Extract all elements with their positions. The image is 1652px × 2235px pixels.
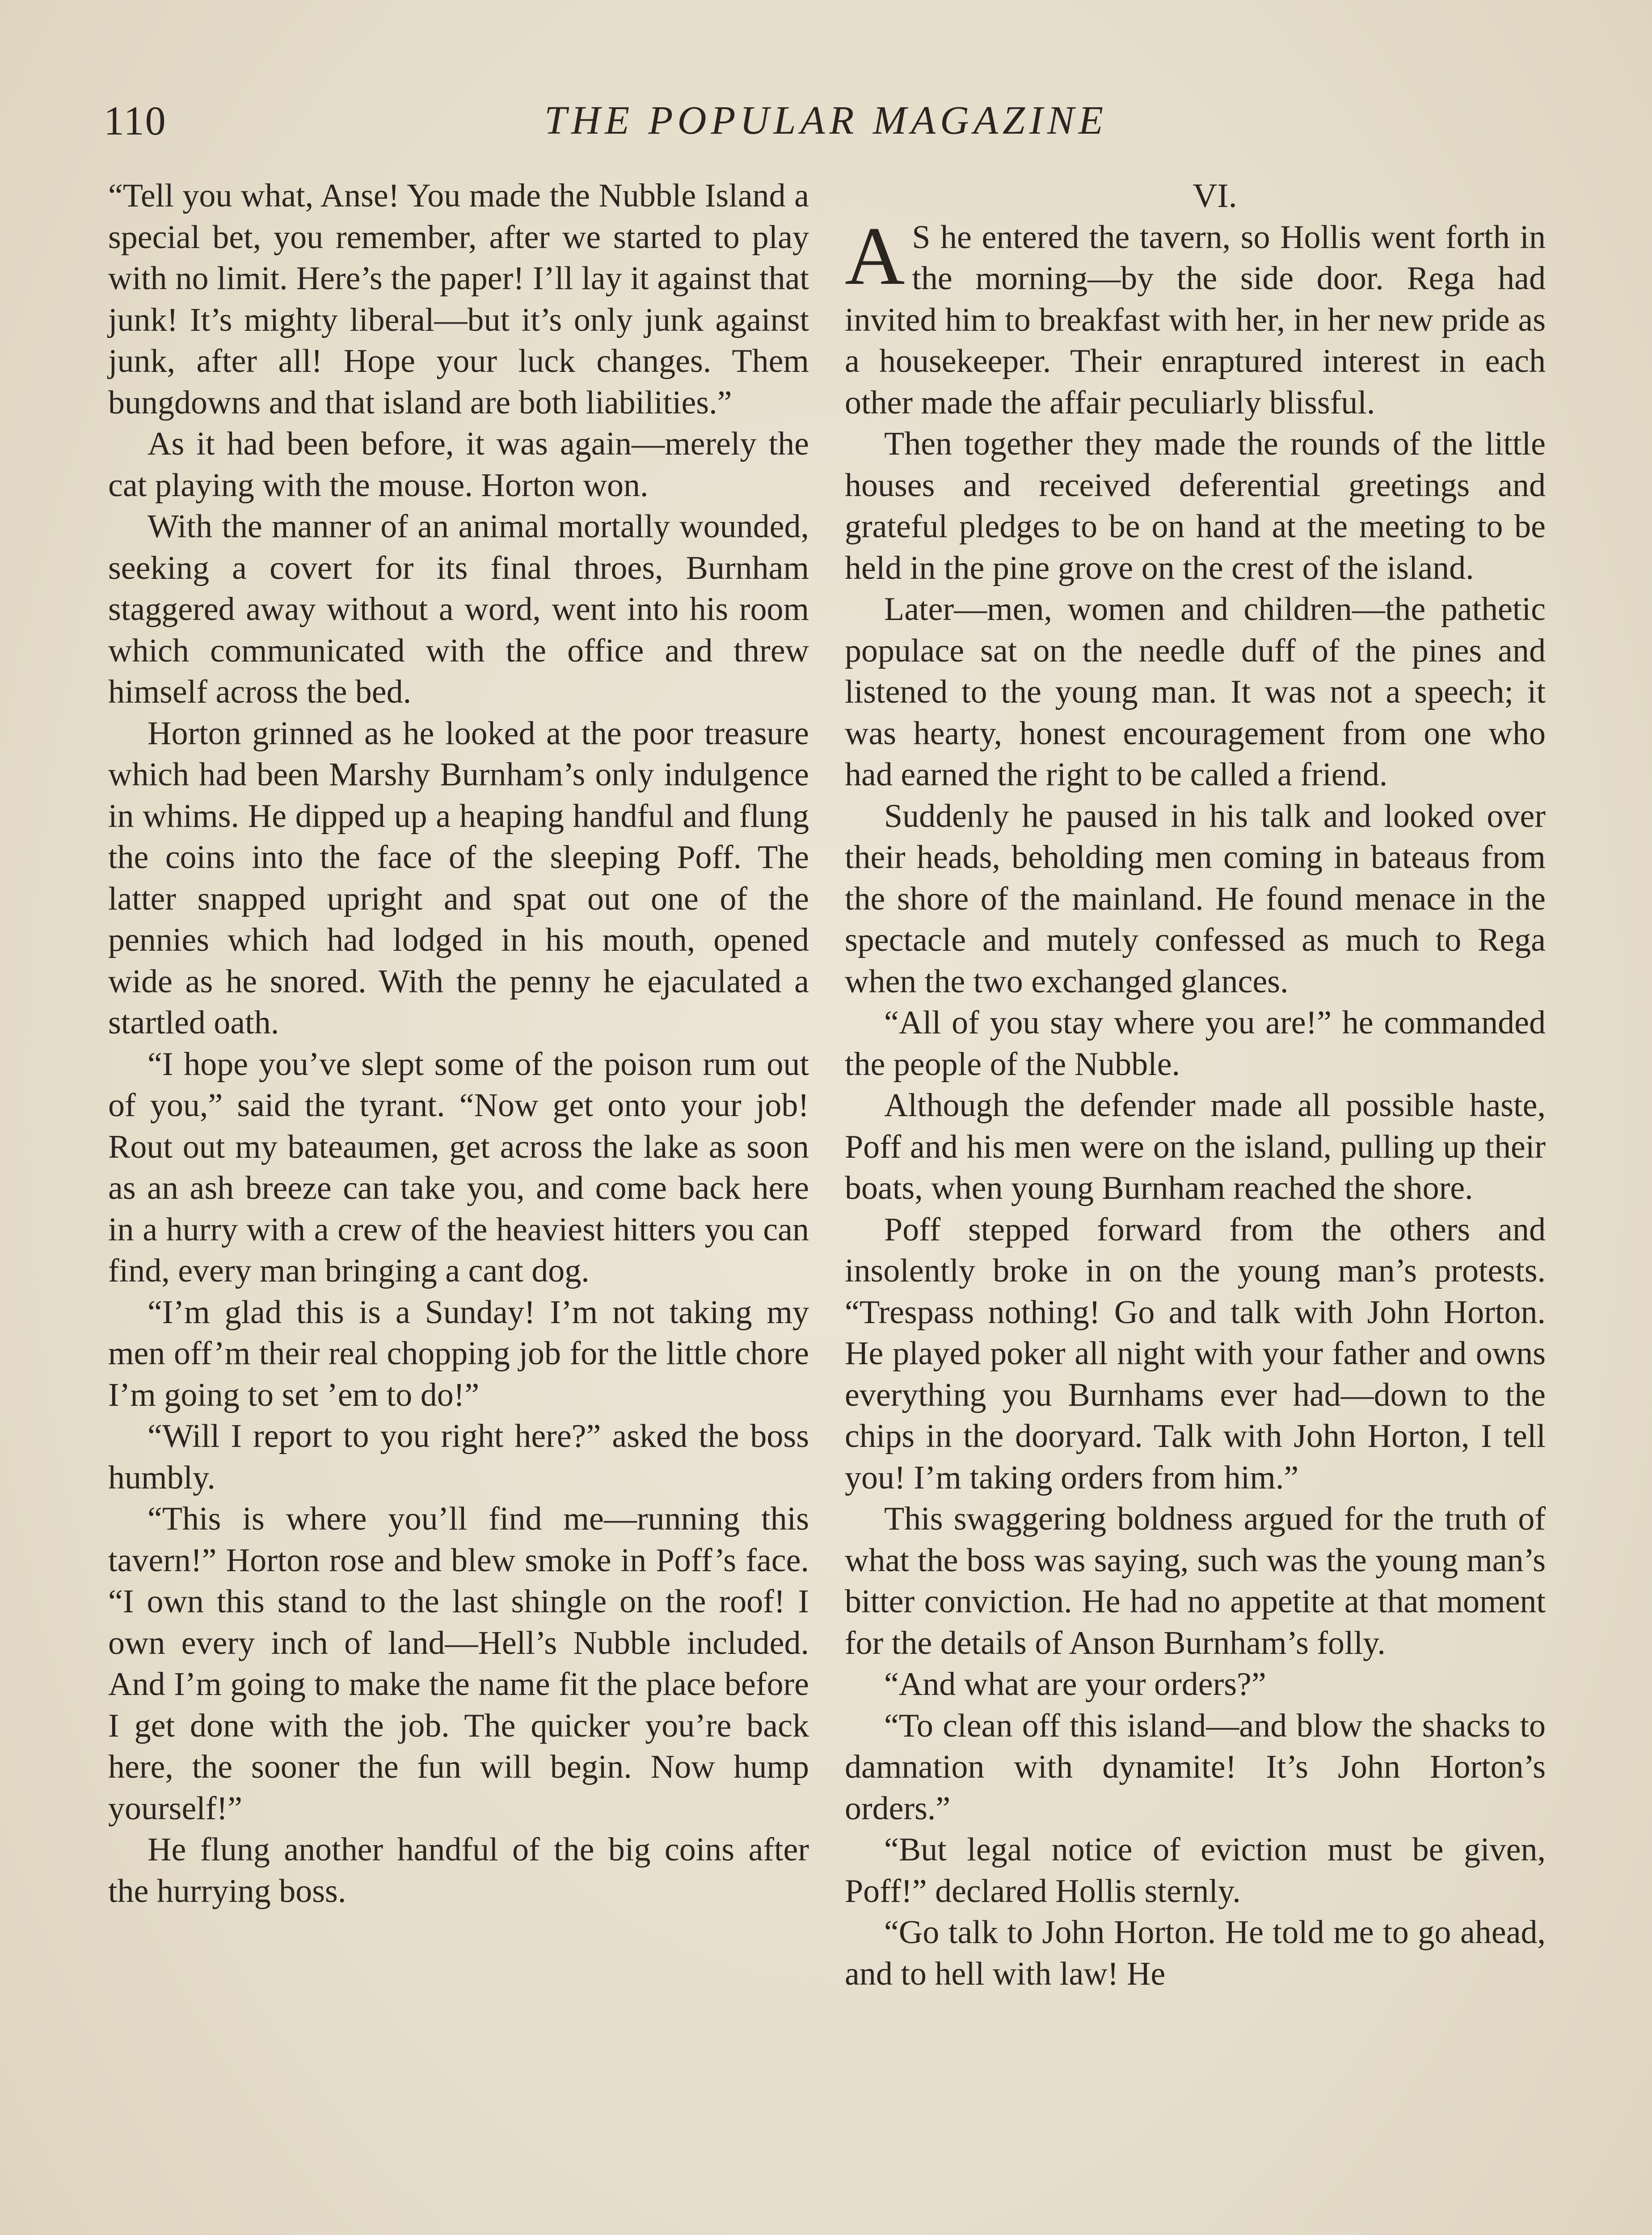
paragraph: “Tell you what, Anse! You made the Nubble Island a special bet, you remember, after we started to play with no limit. Here’s the paper! I’ll lay it against that junk! It’s mighty liberal—but it’s only junk against junk, after all! Hope your luck changes. Them bungdowns and that island are both liabilities.” [108, 177, 809, 421]
paragraph: Then together they made the rounds of the little houses and received deferential greetings and grateful pledges to be on hand at the meeting to be held in the pine grove on the crest of the island. [845, 426, 1546, 586]
page-header [104, 89, 1548, 152]
paragraph: This swaggering boldness argued for the truth of what the boss was saying, such was the young man’s bitter conviction. He had no appetite at that moment for the details of Anson Burnham’s folly. [845, 1501, 1546, 1661]
paragraph: “To clean off this island—and blow the shacks to damnation with dynamite! It’s John Horton’s orders.” [845, 1707, 1546, 1827]
paragraph: “And what are your orders?” [884, 1666, 1266, 1703]
opening-paragraph-text: S he entered the tavern, so Hollis went forth in the morning—by the side door. Rega had invited him to breakfast with her, in her new pride as a housekeeper. Their enraptured interest in each other made the affair peculiarly blissful. [845, 219, 1546, 421]
drop-cap: A [845, 210, 905, 302]
page-number: 110 [104, 98, 167, 143]
paragraph: Although the defender made all possible haste, Poff and his men were on the island, pulling up their boats, when young Burnham reached the shore. [845, 1087, 1546, 1206]
paragraph: Horton grinned as he looked at the poor treasure which had been Marshy Burnham’s only indulgence in whims. He dipped up a heaping handful and flung the coins into the face of the sleeping Poff. The latter snapped upright and spat out one of the pennies which had lodged in his mouth, opened wide as he snored. With the penny he ejaculated a startled oath. [108, 715, 809, 1041]
right-column [845, 175, 1546, 1995]
left-column [108, 175, 809, 1912]
paragraph: Suddenly he paused in his talk and looked over their heads, beholding men coming in bateaus from the shore of the mainland. He found menace in the spectacle and mutely confessed as much to Rega when the two exchanged glances. [845, 797, 1546, 1000]
paragraph: Poff stepped forward from the others and insolently broke in on the young man’s protests. “Trespass nothing! Go and talk with John Horton. He played poker all night with your father and owns everything you Burnhams ever had—down to the chips in the dooryard. Talk with John Horton, I tell you! I’m taking orders from him.” [845, 1211, 1546, 1496]
paragraph: “Will I report to you right here?” asked the boss humbly. [108, 1418, 809, 1496]
paragraph: “Go talk to John Horton. He told me to go ahead, and to hell with law! He [845, 1914, 1546, 1992]
opening-paragraph [845, 210, 1546, 424]
paragraph: “All of you stay where you are!” he commanded the people of the Nubble. [845, 1004, 1546, 1083]
paragraph: “But legal notice of eviction must be given, Poff!” declared Hollis sternly. [845, 1831, 1546, 1910]
paragraph: As it had been before, it was again—merely the cat playing with the mouse. Horton won. [108, 426, 809, 504]
running-title: THE POPULAR MAGAZINE [544, 98, 1108, 143]
paragraph: “This is where you’ll find me—running this tavern!” Horton rose and blew smoke in Poff’s face. “I own this stand to the last shingle on the roof! I own every inch of land—Hell’s Nubble included. And I’m going to make the name fit the place before I get done with the job. The quicker you’re back here, the sooner the fun will begin. Now hump yourself!” [108, 1501, 809, 1827]
paragraph: Later—men, women and children—the pathetic populace sat on the needle duff of the pines and listened to the young man. It was not a speech; it was hearty, honest encouragement from one who had earned the right to be called a friend. [845, 591, 1546, 793]
section-heading: VI. [1193, 177, 1237, 215]
paragraph: “I hope you’ve slept some of the poison rum out of you,” said the tyrant. “Now get onto your job! Rout out my bateaumen, get across the lake as soon as an ash breeze can take you, and come back here in a hurry with a crew of the heaviest hitters you can find, every man bringing a cant dog. [108, 1046, 809, 1289]
paragraph: With the manner of an animal mortally wounded, seeking a covert for its final throes, Burnham staggered away without a word, went into his room which communicated with the office and threw himself across the bed. [108, 508, 809, 710]
paragraph: He flung another handful of the big coins after the hurrying boss. [108, 1831, 809, 1910]
paragraph: “I’m glad this is a Sunday! I’m not taking my men off’m their real chopping job for the little chore I’m going to set ’em to do!” [108, 1294, 809, 1413]
